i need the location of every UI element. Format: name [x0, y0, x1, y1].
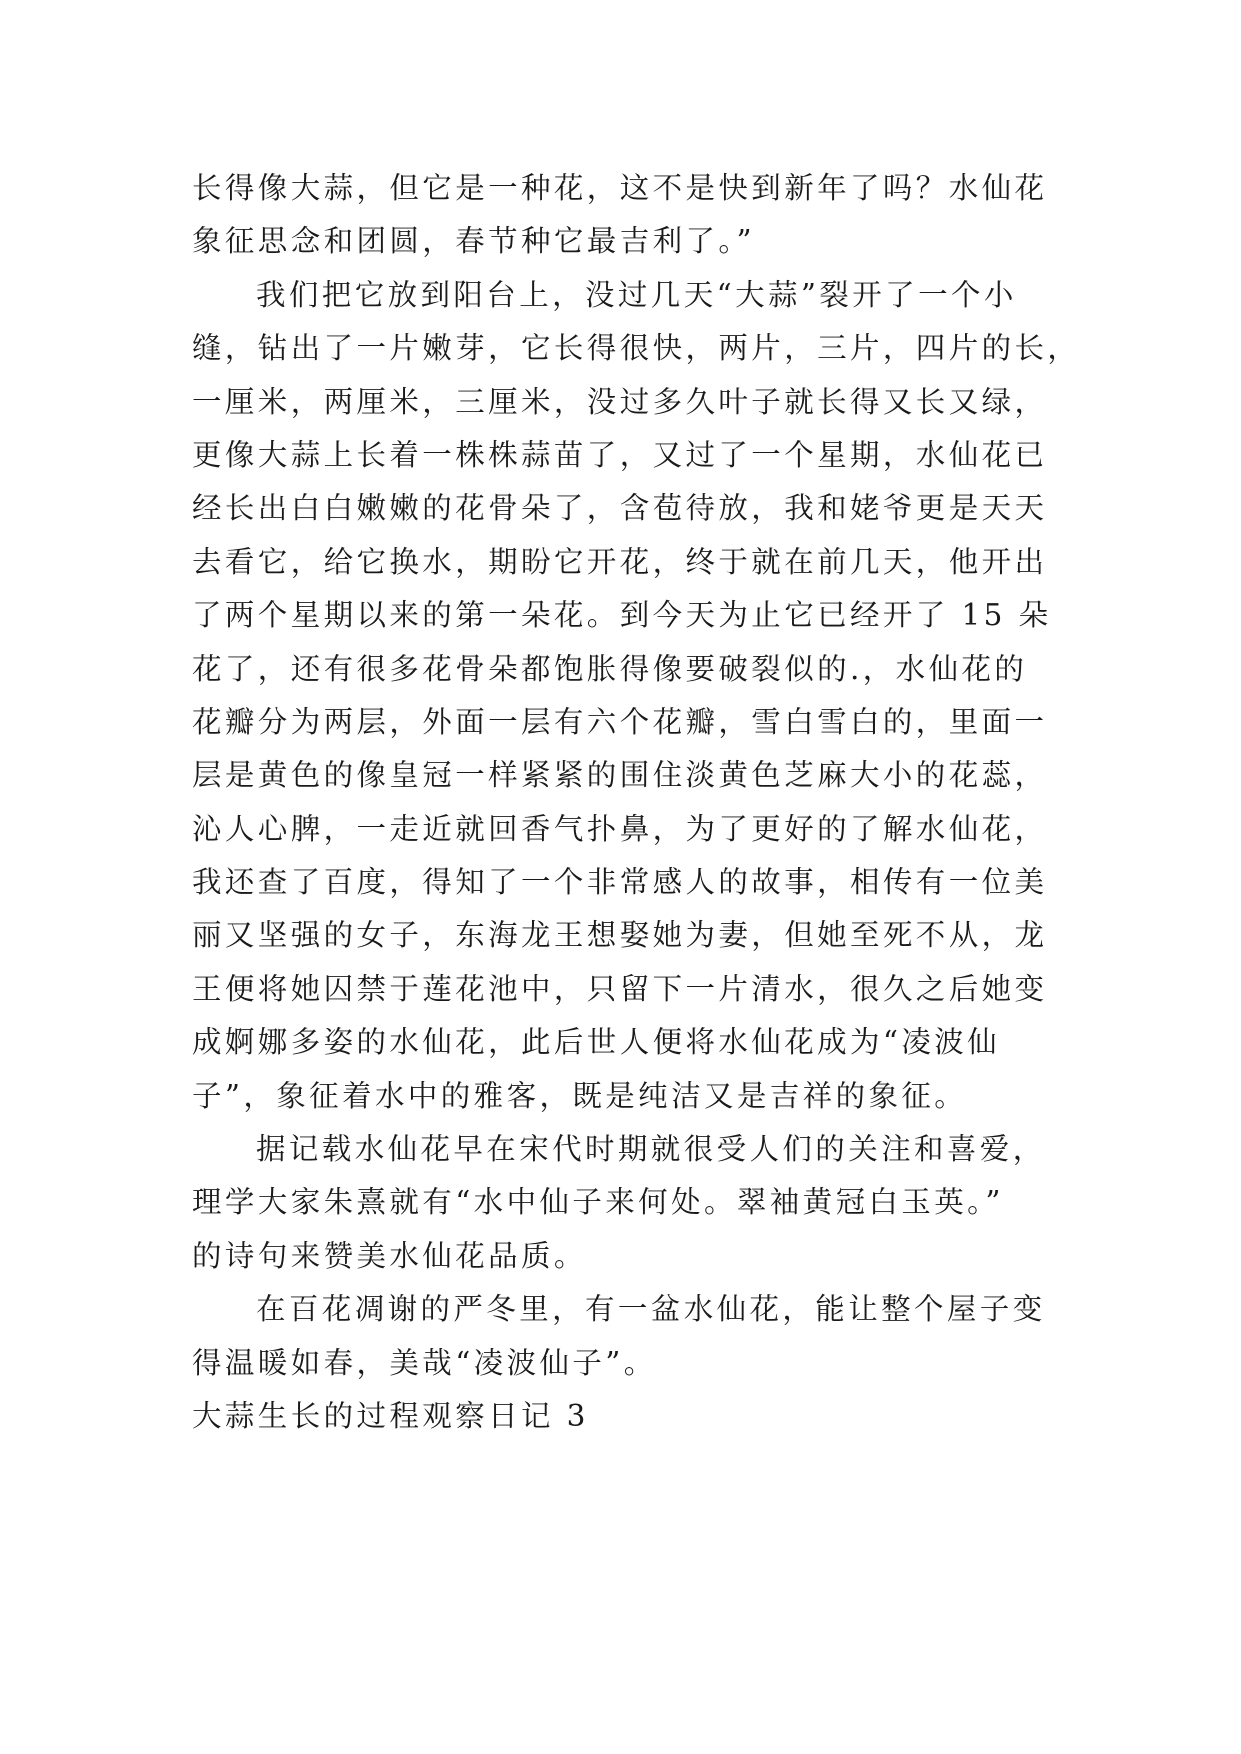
text-line: 花了，还有很多花骨朵都饱胀得像要破裂似的.，水仙花的: [192, 651, 1028, 686]
text-line: 我还查了百度，得知了一个非常感人的故事，相传有一位美: [192, 865, 1048, 900]
text-line: 丽又坚强的女子，东海龙王想娶她为妻，但她至死不从，龙: [192, 918, 1048, 953]
text-line: 成婀娜多姿的水仙花，此后世人便将水仙花成为“凌波仙: [192, 1025, 1001, 1060]
text-line: 的诗句来赞美水仙花品质。: [192, 1238, 587, 1273]
document-body: [192, 162, 1081, 1443]
text-line: 层是黄色的像皇冠一样紧紧的围住淡黄色芝麻大小的花蕊，: [192, 758, 1048, 793]
section-heading: 大蒜生长的过程观察日记 3: [192, 1398, 589, 1433]
text-line: 缝，钻出了一片嫩芽，它长得很快，两片，三片，四片的长，: [192, 331, 1081, 366]
text-line: 理学大家朱熹就有“水中仙子来何处。翠袖黄冠白玉英。”: [192, 1185, 1004, 1220]
text-line: 经长出白白嫩嫩的花骨朵了，含苞待放，我和姥爷更是天天: [192, 491, 1048, 526]
text-line: 一厘米，两厘米，三厘米，没过多久叶子就长得又长又绿，: [192, 384, 1048, 419]
text-line: 了两个星期以来的第一朵花。到今天为止它已经开了 15 朵: [192, 598, 1052, 633]
paragraph-start-line: 在百花凋谢的严冬里，有一盆水仙花，能让整个屋子变: [256, 1292, 1046, 1327]
paragraph-start-line: 我们把它放到阳台上，没过几天“大蒜”裂开了一个小: [256, 277, 1017, 312]
text-line: 王便将她囚禁于莲花池中，只留下一片清水，很久之后她变: [192, 971, 1048, 1006]
text-line: 长得像大蒜，但它是一种花，这不是快到新年了吗？水仙花: [192, 171, 1048, 205]
text-line: 象征思念和团圆，春节种它最吉利了。”: [192, 224, 756, 259]
text-line: 沁人心脾，一走近就回香气扑鼻，为了更好的了解水仙花，: [192, 811, 1048, 846]
paragraph-start-line: 据记载水仙花早在宋代时期就很受人们的关注和喜爱，: [256, 1132, 1046, 1167]
text-line: 子”，象征着水中的雅客，既是纯洁又是吉祥的象征。: [192, 1078, 968, 1113]
text-line: 去看它，给它换水，期盼它开花，终于就在前几天，他开出: [192, 544, 1048, 579]
text-line: 得温暖如春，美哉“凌波仙子”。: [192, 1345, 657, 1380]
text-line: 更像大蒜上长着一株株蒜苗了，又过了一个星期，水仙花已: [192, 437, 1048, 472]
text-line: 花瓣分为两层，外面一层有六个花瓣，雪白雪白的，里面一: [192, 704, 1048, 739]
